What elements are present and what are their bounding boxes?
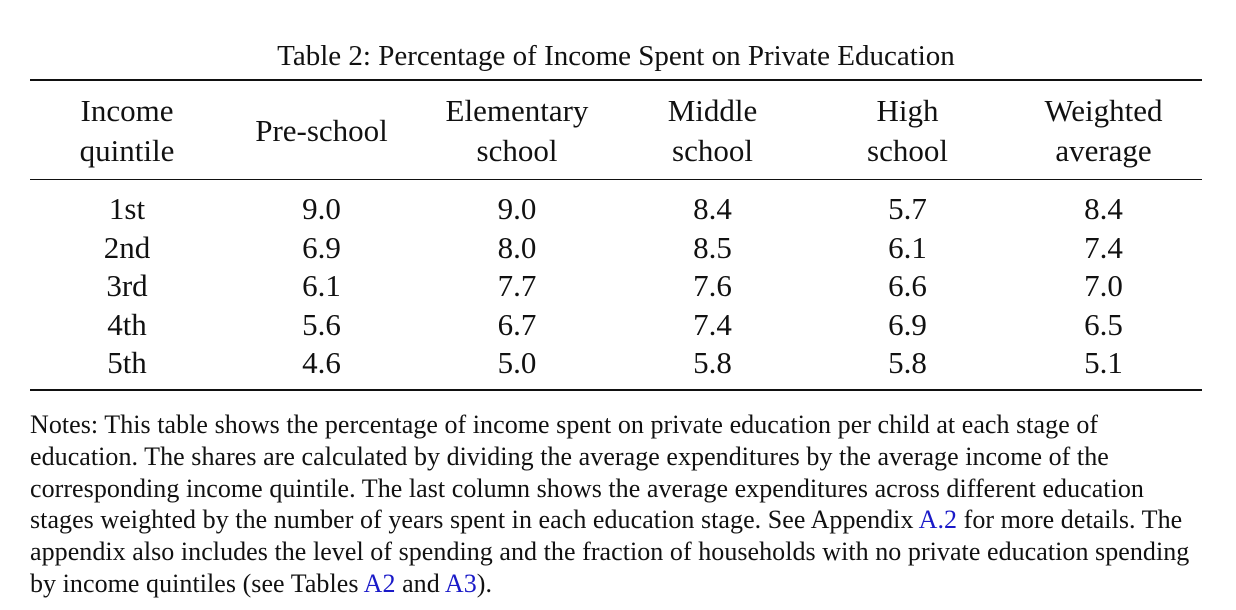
header-line: Elementary <box>445 93 589 128</box>
table-cell: 9.0 <box>302 191 341 226</box>
table-a2-link[interactable]: A2 <box>363 568 396 598</box>
header-elementary-school <box>419 80 615 180</box>
table-cell: 6.7 <box>497 306 537 342</box>
header-middle-school <box>615 80 810 180</box>
table-cell: 1st <box>108 191 146 226</box>
table-cell: 4th <box>107 306 147 342</box>
table-cell: 8.0 <box>497 229 537 265</box>
table-cell: 5.1 <box>1084 345 1123 381</box>
table-cell: 5.7 <box>888 191 927 226</box>
header-row <box>30 80 1202 180</box>
header-line: school <box>476 133 558 168</box>
header-line: Pre-school <box>255 113 388 148</box>
header-pre-school <box>224 80 419 180</box>
table-cell: 8.5 <box>693 229 732 265</box>
table-row <box>30 267 1202 306</box>
table-cell: 5.0 <box>497 345 537 381</box>
header-high-school <box>810 80 1005 180</box>
header-weighted-average <box>1005 80 1202 180</box>
header-line: Middle <box>667 93 758 128</box>
table-row <box>30 344 1202 390</box>
header-line: Weighted <box>1044 93 1163 128</box>
table-caption: Table 2: Percentage of Income Spent on Private Education <box>277 40 955 72</box>
table-row <box>30 180 1202 229</box>
table-notes <box>30 409 1210 600</box>
table-cell: 6.9 <box>302 229 341 265</box>
table-cell: 3rd <box>106 268 148 304</box>
table-cell: 5th <box>107 345 147 381</box>
header-line: Income <box>80 93 174 128</box>
table-row <box>30 306 1202 345</box>
table-cell: 2nd <box>103 229 151 265</box>
notes-text: for more details. The appendix also includes the level of spending and the fraction of households with no private education spending by income quintiles (see Tables <box>30 505 1190 598</box>
table-header <box>30 80 1202 180</box>
table-cell: 6.1 <box>888 229 927 265</box>
notes-text: ). <box>476 568 493 598</box>
header-income-quintile <box>30 80 224 180</box>
table-cell: 6.6 <box>888 268 927 304</box>
data-table <box>30 79 1202 391</box>
header-line: High <box>876 93 939 128</box>
notes-text: and <box>395 568 445 598</box>
table-cell: 9.0 <box>497 191 537 226</box>
table-cell: 6.9 <box>888 306 927 342</box>
table-cell: 8.4 <box>693 191 732 226</box>
table-cell: 7.4 <box>693 306 732 342</box>
table-cell: 6.5 <box>1084 306 1123 342</box>
notes-text: Notes: This table shows the percentage of income spent on private education per child at each stage of education. The shares are calculated by dividing the average expenditures by the average income of the corresponding income quintile. The last column shows the average expenditures across different education stages weighted by the number of years spent in each education stage. See Appendix <box>30 410 1144 535</box>
header-line: school <box>867 133 948 168</box>
header-line: quintile <box>79 133 175 168</box>
table-cell: 6.1 <box>302 268 341 304</box>
table-cell: 7.7 <box>497 268 537 304</box>
header-line: school <box>672 133 753 168</box>
table-cell: 5.8 <box>693 345 732 381</box>
table-cell: 7.0 <box>1084 268 1123 304</box>
header-line: average <box>1055 133 1152 168</box>
appendix-a2-link[interactable]: A.2 <box>918 505 958 535</box>
table-cell: 7.6 <box>693 268 732 304</box>
table-a3-link[interactable]: A3 <box>444 568 477 598</box>
table-row <box>30 229 1202 268</box>
table-cell: 5.8 <box>888 345 927 381</box>
table-cell: 4.6 <box>302 345 341 381</box>
table-body <box>30 180 1202 390</box>
table-cell: 8.4 <box>1084 191 1123 226</box>
table-cell: 5.6 <box>302 306 341 342</box>
data-table-container <box>30 79 1202 391</box>
table-cell: 7.4 <box>1084 229 1123 265</box>
